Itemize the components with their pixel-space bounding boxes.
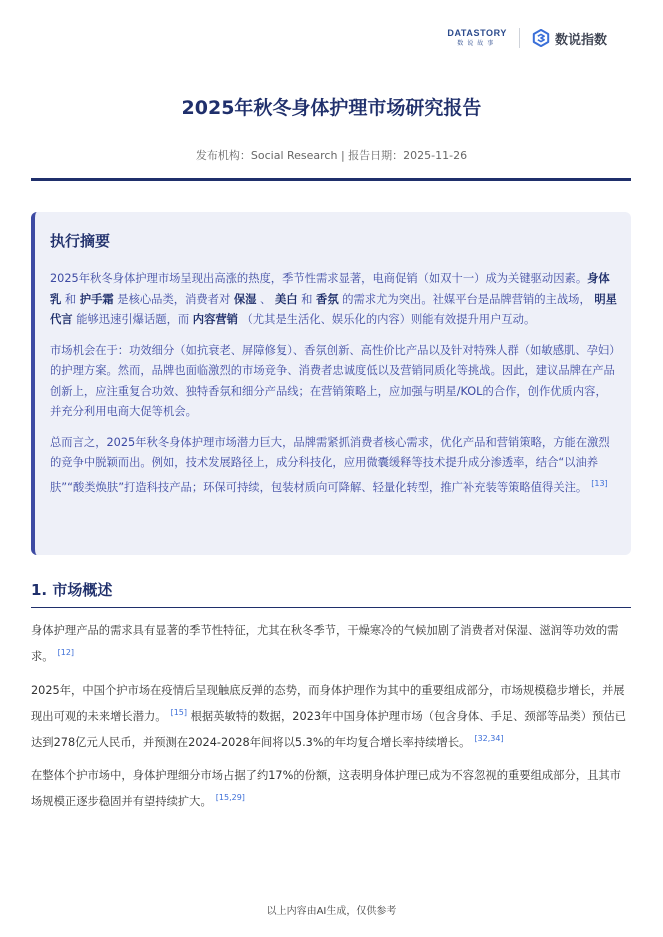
summary-heading: 执行摘要	[50, 232, 111, 250]
section-body	[31, 620, 631, 825]
page-header	[447, 28, 607, 48]
brand-name: 数说指数	[554, 32, 607, 48]
summary-paragraph-1	[50, 269, 617, 331]
summary-paragraph-3	[50, 433, 617, 498]
executive-summary	[31, 212, 631, 555]
logo-subtitle: 数说故事	[457, 40, 498, 47]
ai-disclaimer: 以上内容由AI生成，仅供参考	[266, 906, 397, 917]
citation-ref[interactable]: [15,29]	[215, 793, 245, 803]
section-divider	[31, 607, 631, 608]
summary-text-segment: （尤其是生活化、娱乐化的内容）则能有效提升用户互动。	[237, 313, 536, 326]
summary-text-segment: 、	[256, 292, 275, 306]
citation-ref[interactable]: [12]	[57, 648, 75, 657]
citation-ref[interactable]: [32,34]	[474, 733, 504, 743]
page-title: 2025年秋冬身体护理市场研究报告	[181, 97, 482, 119]
highlight-term: 香氛	[316, 292, 339, 306]
datastory-logo	[447, 29, 507, 47]
summary-text-segment: 和	[61, 292, 80, 306]
body-paragraph-1-text: 身体护理产品的需求具有显著的季节性特征，尤其在秋冬季节，干燥寒冷的气候加剧了消费者对保湿、滋润等功效的需求。	[31, 624, 619, 663]
header-divider	[519, 28, 520, 48]
summary-paragraph-3-text: 总而言之，2025年秋冬身体护理市场潜力巨大，品牌需紧抓消费者核心需求，优化产品和营销策略，方能在激烈的竞争中脱颖而出。例如，技术发展路径上，成分科技化，应用微囊缓释等技术提升成分渗透率，结合“以油养肤”“酸类焕肤”打造科技产品；环保可持续，包装材质向可降解、轻量化转型，推广补充装等策略值得关注。	[50, 435, 610, 494]
body-paragraph-3-text: 在整体个护市场中，身体护理细分市场占据了约17%的份额，这表明身体护理已成为不容忽视的重要组成部分，且其市场规模正逐步稳固并有望持续扩大。	[31, 769, 621, 809]
body-paragraph-2	[31, 680, 631, 754]
brand-mark-icon	[532, 29, 550, 47]
summary-text-segment: 和	[297, 292, 317, 306]
body-paragraph-3	[31, 765, 631, 813]
highlight-term: 身体乳	[50, 272, 610, 306]
summary-text-segment: 是核心品类，消费者对	[113, 292, 234, 306]
summary-paragraph-2: 市场机会在于：功效细分（如抗衰老、屏障修复）、香氛创新、高性价比产品以及针对特殊人群（如敏感肌、孕妇）的护理方案。然而，品牌也面临激烈的市场竞争、消费者忠诚度低以及营销同质化等挑战。因此，建议品牌在产品创新上，应注重复合功效、独特香氛和细分产品线；在营销策略上，应加强与明星/KOL的合作，创作优质内容，并充分利用电商大促等机会。	[50, 343, 615, 418]
highlight-term: 护手霜	[79, 292, 114, 306]
highlight-term: 明星代言	[50, 292, 617, 326]
highlight-term: 内容营销	[192, 313, 238, 326]
body-paragraph-1	[31, 620, 631, 668]
citation-ref[interactable]: [13]	[591, 478, 608, 488]
body-paragraph-2b-text: 根据英敏特的数据，2023年中国身体护理市场（包含身体、手足、颈部等品类）预估已达到278亿元人民币，并预测在2024-2028年间将以5.3%的年均复合增长率持续增长。	[31, 709, 627, 749]
summary-text-segment: 2025年秋冬身体护理市场呈现出高涨的热度，季节性需求显著，电商促销（如双十一）成为关键驱动因素。	[50, 272, 588, 285]
section-title: 1. 市场概述	[31, 581, 113, 599]
summary-text-segment: 能够迅速引爆话题，而	[72, 313, 193, 326]
title-divider	[31, 178, 631, 181]
citation-ref[interactable]: [15]	[170, 707, 187, 717]
report-meta: 发布机构：Social Research | 报告日期：2025-11-26	[195, 149, 468, 162]
highlight-term: 美白	[274, 292, 298, 306]
summary-text-segment: 的需求尤为突出。社媒平台是品牌营销的主战场，	[338, 292, 595, 306]
brand-logo	[532, 29, 607, 48]
body-paragraph-2a-text: 2025年，中国个护市场在疫情后呈现触底反弹的态势，而身体护理作为其中的重要组成部分，市场规模稳步增长，并展现出可观的未来增长潜力。	[31, 683, 625, 723]
highlight-term: 保湿	[233, 292, 257, 306]
logo-wordmark: DATASTORY	[447, 28, 507, 38]
